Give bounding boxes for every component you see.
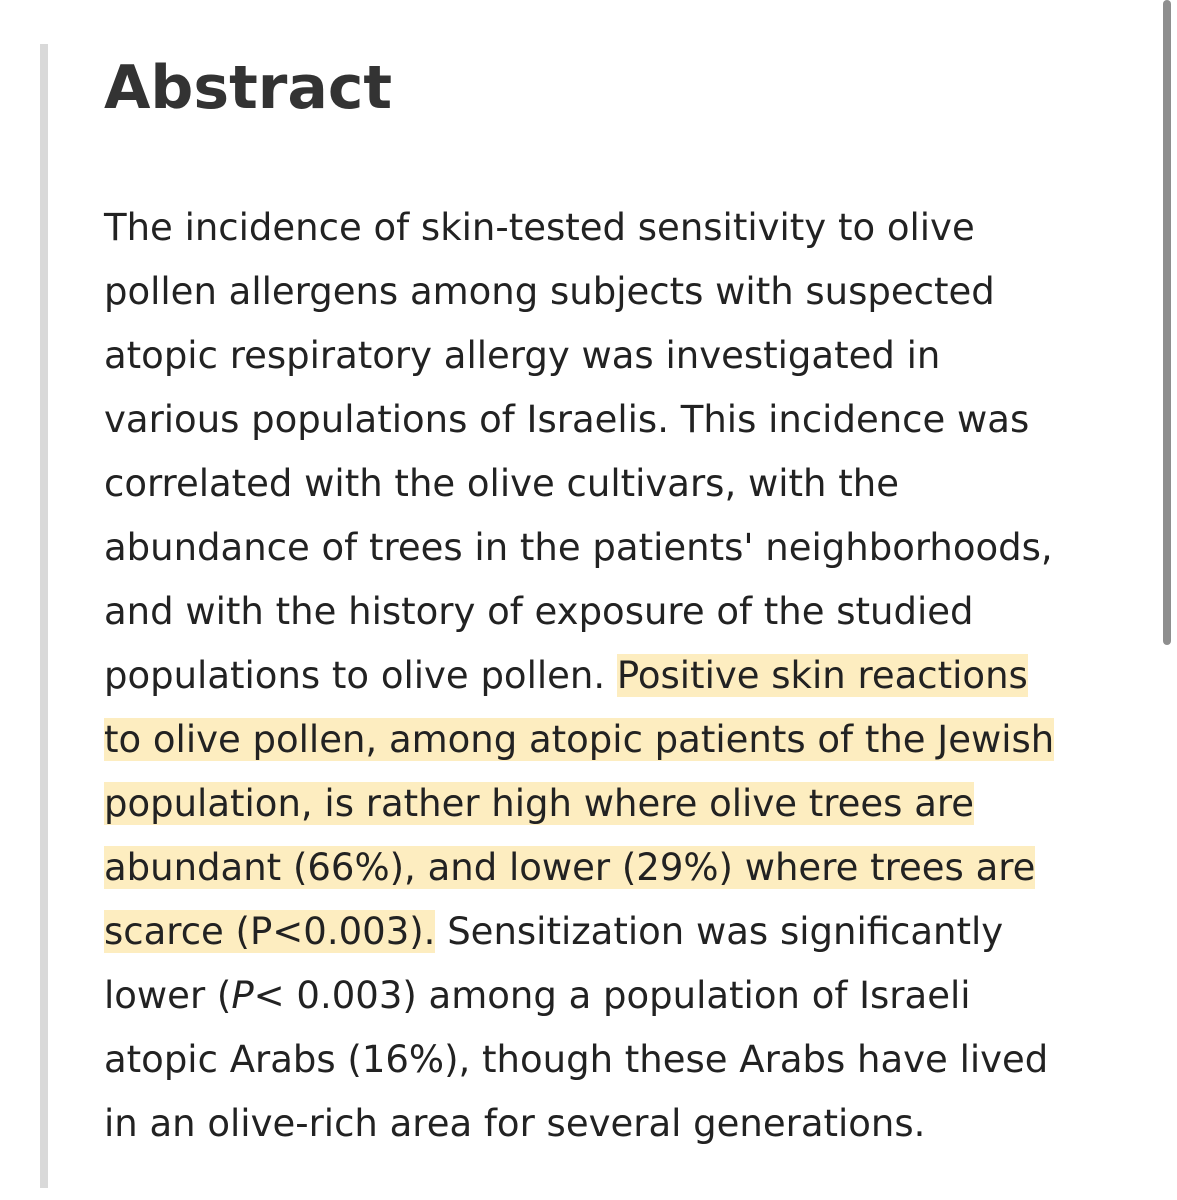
text-run: pollen allergens among subjects with suspected — [104, 270, 995, 313]
abstract-line — [104, 644, 1144, 708]
abstract-text — [104, 196, 1144, 1156]
text-run: abundance of trees in the patients' neighborhoods, — [104, 526, 1053, 569]
abstract-section — [104, 48, 1144, 1156]
highlighted-text: scarce (P<0.003). — [104, 910, 436, 953]
highlighted-text: abundant (66%), and lower (29%) where trees are — [104, 846, 1036, 889]
abstract-line — [104, 516, 1144, 580]
highlighted-text: Positive skin reactions — [616, 654, 1028, 697]
blockquote-rule — [40, 44, 48, 1188]
text-run: and with the history of exposure of the studied — [104, 590, 974, 633]
abstract-line — [104, 900, 1144, 964]
abstract-line — [104, 260, 1144, 324]
abstract-line — [104, 836, 1144, 900]
text-run: various populations of Israelis. This incidence was — [104, 398, 1030, 441]
section-heading: Abstract — [104, 53, 393, 123]
italic-text: P — [231, 974, 254, 1017]
text-run: atopic Arabs (16%), though these Arabs have lived — [104, 1038, 1049, 1081]
abstract-line — [104, 580, 1144, 644]
abstract-line — [104, 964, 1144, 1028]
text-run: atopic respiratory allergy was investigated in — [104, 334, 941, 377]
text-run: in an olive-rich area for several generations. — [104, 1102, 926, 1145]
highlighted-text: to olive pollen, among atopic patients of the Jewish — [104, 718, 1055, 761]
abstract-line — [104, 196, 1144, 260]
text-run: Sensitization was significantly — [435, 910, 1004, 953]
abstract-line — [104, 708, 1144, 772]
text-run: populations to olive pollen. — [104, 654, 617, 697]
text-run: < 0.003) among a population of Israeli — [253, 974, 971, 1017]
text-run: correlated with the olive cultivars, with the — [104, 462, 899, 505]
abstract-line — [104, 1028, 1144, 1092]
abstract-line — [104, 452, 1144, 516]
abstract-line — [104, 324, 1144, 388]
abstract-line — [104, 388, 1144, 452]
text-run: The incidence of skin-tested sensitivity to olive — [104, 206, 975, 249]
abstract-line — [104, 1092, 1144, 1156]
text-run: lower ( — [104, 974, 232, 1017]
abstract-line — [104, 772, 1144, 836]
scrollbar-thumb[interactable] — [1163, 0, 1171, 645]
scrollbar[interactable] — [1157, 0, 1177, 1200]
highlighted-text: population, is rather high where olive trees are — [104, 782, 975, 825]
